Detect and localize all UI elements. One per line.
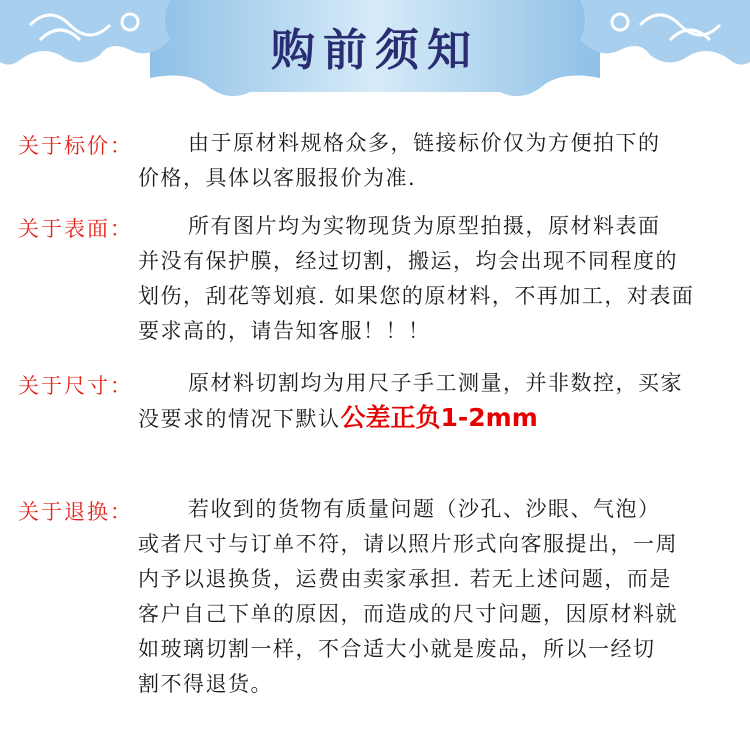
- text-line: 如玻璃切割一样，不合适大小就是废品，所以一经切: [138, 637, 656, 661]
- text-segment: 没要求的情况下默认: [138, 407, 341, 431]
- text-line: 客户自己下单的原因，而造成的尺寸问题，因原材料就: [138, 602, 678, 626]
- section-label: 关于标价：: [18, 134, 133, 158]
- text-line: 所有图片均为实物现货为原型拍摄，原材料表面: [188, 214, 661, 238]
- text-line-with-emphasis: [138, 405, 738, 440]
- section-body: [138, 130, 738, 200]
- tolerance-emphasis: 公差正负1-2mm: [340, 403, 538, 432]
- text-line: 或者尺寸与订单不符，请以照片形式向客服提出，一周: [138, 532, 678, 556]
- header-banner: [0, 0, 750, 105]
- section-body: [138, 213, 738, 353]
- text-line: 由于原材料规格众多，链接标价仅为方便拍下的: [188, 131, 661, 155]
- text-line: 割不得退货。: [138, 672, 273, 696]
- text-line: 并没有保护膜，经过切割，搬运，均会出现不同程度的: [138, 249, 678, 273]
- text-line: 内予以退换货，运费由卖家承担. 若无上述问题，而是: [138, 567, 672, 591]
- section-label: 关于退换：: [18, 500, 133, 524]
- section-label: 关于表面：: [18, 217, 133, 241]
- section-body: [138, 370, 738, 440]
- section-body: [138, 496, 738, 706]
- text-line: 价格，具体以客服报价为准.: [138, 166, 417, 190]
- text-line: 要求高的，请告知客服！！！: [138, 319, 431, 343]
- text-line: 原材料切割均为用尺子手工测量，并非数控，买家: [188, 371, 683, 395]
- text-line: 若收到的货物有质量问题（沙孔、沙眼、气泡）: [188, 497, 661, 521]
- text-line: 划伤，刮花等划痕. 如果您的原材料，不再加工，对表面: [138, 284, 695, 308]
- section-label: 关于尺寸：: [18, 374, 133, 398]
- page-title: 购前须知: [271, 25, 479, 76]
